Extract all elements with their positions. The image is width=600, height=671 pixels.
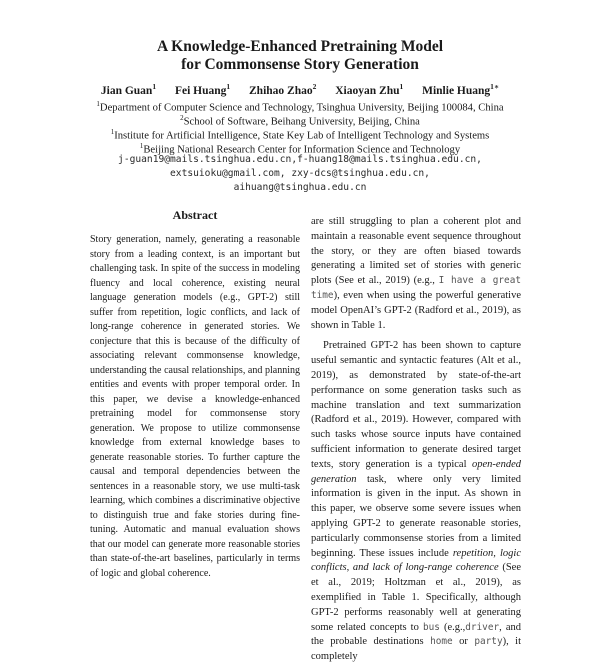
affiliation: $^1$Department of Computer Science and Technology, Tsinghua University, Beijing 100084, China [96, 100, 504, 114]
paper-title-line-2: for Commonsense Story Generation [181, 56, 419, 73]
code-span: party [474, 636, 503, 648]
paragraph: Pretrained GPT-2 has been shown to capture useful semantic and syntactic features (Alt et al., 2019), as demonstrated by state-of-the-art performance on some generation tasks such as machine translation and text summarization (Radford et al., 2019). However, compared with such tasks whose source inputs have contained sufficient information to generate desired target texts, story generation is a typical open-ended generation task, where only very limited information is given in the input. As shown in this paper, we observe some severe issues when applying GPT-2 to generate reasonable stories, particularly commonsense stories from a limited beginning. These issues include repetition, logic conflicts, and lack of long-range coherence (See et al., 2019; Holtzman et al., 2019), as exemplified in Table 1. Specifically, although GPT-2 performs reasonably well at generating some related concepts to bus (e.g.,driver, and the probable destinations home or party), it completely [311, 340, 522, 663]
author: Jian Guan$^1$ [100, 82, 157, 97]
code-span: I have a great time [311, 275, 521, 301]
abstract-text: Story generation, namely, generating a reasonable story from a leading context, is an important but challenging task. In spite of the success in modeling fluency and local coherence, existing neural language generation models (e.g., GPT-2) still suffer from repetition, logic conflicts, and lack of long-range coherence in generated stories. We conjecture that this is because of the difficulty of associating relevant commonsense knowledge, understanding the causal relationships, and planning entities and events with proper temporal order. In this paper, we devise a knowledge-enhanced pretraining model for commonsense story generation. We propose to utilize commonsense knowledge from external knowledge bases to generate reasonable stories. To further capture the causal and temporal dependencies between the sentences in a reasonable story, we use multi-task learning, which combines a discriminative objective to distinguish true and fake stories during fine-tuning. Automatic and manual evaluation shows that our model can generate more reasonable stories than state-of-the-art baselines, particularly in terms of logic and global coherence. [90, 234, 300, 579]
author-list [0, 80, 600, 98]
code-span: driver [465, 621, 500, 633]
intro-column [311, 215, 521, 671]
email-line[interactable]: j-guan19@mails.tsinghua.edu.cn,f-huang18@mails.tsinghua.edu.cn, [118, 154, 482, 165]
author: Xiaoyan Zhu$^1$ [335, 82, 404, 97]
author: Zhihao Zhao$^2$ [249, 82, 317, 97]
paragraph: are still struggling to plan a coherent plot and maintain a reasonable event sequence throughout the story, or they are often biased towards generating a limited set of stories with generic plots (See et al., 2019) (e.g., I have a great time), even when using the powerful generative model OpenAI’s GPT-2 (Radford et al., 2019), as shown in Table 1. [311, 216, 521, 331]
code-span: home [430, 636, 453, 648]
affiliation: $^2$School of Software, Beihang University, Beijing, China [180, 114, 420, 128]
email-line[interactable]: aihuang@tsinghua.edu.cn [233, 182, 367, 193]
abstract-heading: Abstract [172, 208, 218, 222]
author: Fei Huang$^1$ [174, 82, 231, 97]
email-line[interactable]: extsuioku@gmail.com, zxy-dcs@tsinghua.edu.cn, [170, 168, 430, 179]
affiliation: $^1$Beijing National Research Center for Information Science and Technology [139, 142, 461, 156]
paper-title-line-1: A Knowledge-Enhanced Pretraining Model [156, 38, 444, 55]
code-span: bus [422, 621, 440, 633]
author: Minlie Huang$^{1∗}$ [422, 82, 500, 97]
affiliation: $^1$Institute for Artificial Intelligence, State Key Lab of Intelligent Technology and Systems [110, 128, 490, 142]
